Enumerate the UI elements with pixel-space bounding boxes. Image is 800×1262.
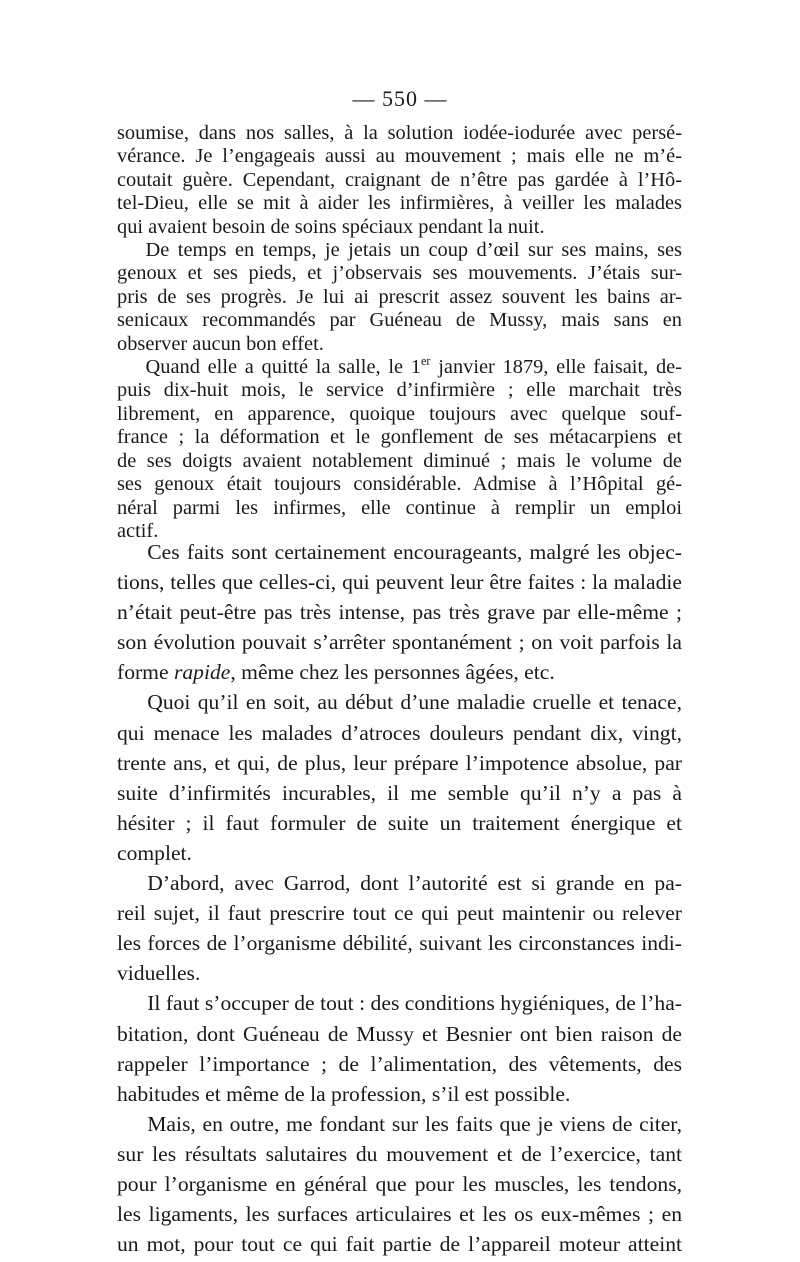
text-line: de ses doigts avaient notablement diminué ; mais le volume de (117, 449, 682, 472)
text-line-with-ordinal (117, 356, 682, 379)
text-line: qui menace les malades d’atroces douleurs pendant dix, vingt, (117, 720, 682, 745)
text-line: Ces faits sont certainement encourageants, malgré les objec- (147, 540, 682, 564)
text-line: son évolution pouvait s’arrêter spontanément ; on voit parfois la (117, 630, 682, 655)
text-line: ses genoux était toujours considérable. Admise à l’Hôpital gé- (117, 473, 682, 496)
text-line: n’était peut-être pas très intense, pas très grave par elle-même ; (117, 600, 682, 625)
text-segment: , même chez les personnes âgées, etc. (230, 660, 555, 685)
text-line: néral parmi les infirmes, elle continue à remplir un emploi (117, 496, 682, 519)
text-line: Mais, en outre, me fondant sur les faits que je viens de citer, (147, 1111, 682, 1136)
text-line: les ligaments, les surfaces articulaires et les os eux-mêmes ; en (117, 1202, 682, 1227)
text-line: rappeler l’importance ; de l’alimentation, des vêtements, des (117, 1051, 682, 1076)
text-line: un mot, pour tout ce qui fait partie de l’appareil moteur atteint (117, 1232, 682, 1257)
text-line: pris de ses progrès. Je lui ai prescrit assez souvent les bains ar- (117, 285, 682, 308)
text-segment: Quand elle a quitté la salle, le 1 (145, 356, 421, 379)
text-line: vérance. Je l’engageais aussi au mouvement ; mais elle ne m’é- (117, 145, 682, 168)
text-line: pour l’organisme en général que pour les muscles, les tendons, (117, 1171, 682, 1196)
text-line: qui avaient besoin de soins spéciaux pendant la nuit. (117, 215, 545, 238)
text-line: Il faut s’occuper de tout : des conditions hygiéniques, de l’ha- (147, 991, 682, 1016)
ordinal-superscript: er (420, 356, 431, 369)
text-line: suite d’infirmités incurables, il me semble qu’il n’y a pas à (117, 780, 682, 805)
text-line: france ; la déformation et le gonflement de ses métacarpiens et (117, 426, 682, 449)
text-line: De temps en temps, je jetais un coup d’œil sur ses mains, ses (145, 239, 682, 262)
text-line: soumise, dans nos salles, à la solution iodée-iodurée avec persé- (117, 122, 682, 144)
text-line-with-italic (117, 657, 682, 687)
text-line: reil sujet, il faut prescrire tout ce qui peut maintenir ou relever (117, 901, 682, 926)
text-line: sur les résultats salutaires du mouvement et de l’exercice, tant (117, 1141, 682, 1166)
text-line: coutait guère. Cependant, craignant de n’être pas gardée à l’Hô- (117, 168, 682, 191)
text-line: actif. (117, 519, 159, 542)
text-line: senicaux recommandés par Guéneau de Mussy, mais sans en (117, 309, 682, 332)
page-number: — 550 — (352, 86, 448, 111)
text-line: observer aucun bon effet. (117, 332, 324, 355)
text-block-case-report (117, 122, 682, 543)
text-line: tions, telles que celles-ci, qui peuvent leur être faites : la maladie (117, 570, 682, 595)
text-line: D’abord, avec Garrod, dont l’autorité est si grande en pa- (147, 871, 682, 896)
text-line: viduelles. (117, 961, 201, 986)
text-line: genoux et ses pieds, et j’observais ses mouvements. J’étais sur- (117, 262, 682, 285)
text-line: bitation, dont Guéneau de Mussy et Besnier ont bien raison de (117, 1021, 682, 1046)
text-line: librement, en apparence, quoique toujours avec quelque souf- (117, 402, 682, 425)
text-line: tel-Dieu, elle se mit à aider les infirmières, à veiller les malades (117, 192, 682, 215)
text-line: trente ans, et qui, de plus, leur prépare l’impotence absolue, par (117, 750, 682, 775)
text-line: habitudes et même de la profession, s’il est possible. (117, 1081, 571, 1106)
text-line: complet. (117, 840, 192, 865)
italic-term: rapide (173, 660, 231, 685)
text-line: hésiter ; il faut formuler de suite un traitement énergique et (117, 810, 682, 835)
text-block-discussion (117, 537, 682, 1259)
text-segment: forme (117, 660, 174, 685)
text-segment: janvier 1879, elle faisait, de- (430, 356, 682, 379)
text-line: Quoi qu’il en soit, au début d’une maladie cruelle et tenace, (147, 690, 682, 715)
text-line: les forces de l’organisme débilité, suivant les circonstances indi- (117, 931, 682, 956)
text-line: puis dix-huit mois, le service d’infirmière ; elle marchait très (117, 379, 682, 402)
